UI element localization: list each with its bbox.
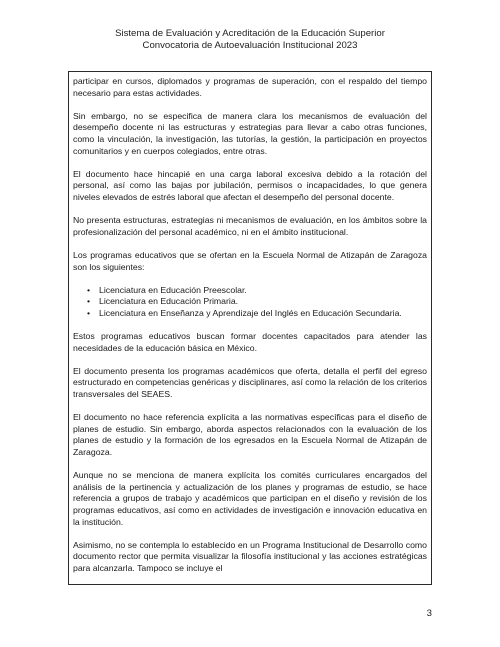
header-line-call: Convocatoria de Autoevaluación Institucional 2023 [142,40,358,51]
paragraph-committees: Aunque no se menciona de manera explícita los comités curriculares encargados del análisis de la pertinencia y actualización de los planes y programas de estudio, se hace referencia a grupos de trabajo y académicos que participan en el diseño y revisión de los programas educativos, así como en actividades de investigación e innovación educativa en la institución. [73,470,427,527]
paragraph-academic-programs: El documento presenta los programas académicos que oferta, detalla el perfil del egreso estructurado en competencias genéricas y disciplinares, así como la relación de los criterios transversales del SEAES. [73,365,427,400]
paragraph-institutional-program: Asimismo, no se contempla lo establecido en un Programa Institucional de Desarrollo como documento rector que permita visualizar la filosofía institucional y las acciones estratégicas para alcanzarla. Tampoco se incluye el [73,539,427,573]
paragraph-professionalization: No presenta estructuras, estrategias ni mecanismos de evaluación, en los ámbitos sobre la profesionalización del personal académico, ni en el ámbito institucional. [73,215,427,237]
program-preescolar: Licenciatura en Educación Preescolar. [99,284,247,295]
programs-list [73,285,427,320]
list-item [87,284,427,297]
body-text [73,76,427,585]
paragraph-workload: El documento hace hincapié en una carga laboral excesiva debido a la rotación del personal, así como las bajas por jubilación, permisos o incapacidades, lo que genera niveles elevados de estrés laboral que afectan el desempeño del personal docente. [73,168,427,202]
program-ingles: Licenciatura en Enseñanza y Aprendizaje del Inglés en Educación Secundaria. [99,307,402,318]
content-frame [68,71,432,585]
paragraph-regulations: El documento no hace referencia explícita a las normativas específicas para el diseño de planes de estudio. Sin embargo, aborda aspectos relacionados con la evaluación de los planes de estudio y la formación de los egresados en la Escuela Normal de Atizapán de Zaragoza. [73,412,427,457]
page-number: 3 [426,608,432,619]
list-item [87,296,427,308]
document-header [0,28,500,52]
paragraph-programs-intro: Los programas educativos que se ofertan en la Escuela Normal de Atizapán de Zaragoza son los siguientes: [73,249,427,272]
paragraph-programs-purpose: Estos programas educativos buscan formar docentes capacitados para atender las necesidades de la educación básica en México. [73,331,427,353]
bullet-icon: • [87,307,91,318]
paragraph-continuation: participar en cursos, diplomados y programas de superación, con el respaldo del tiempo necesario para estas actividades. [73,76,427,98]
paragraph-evaluation-mechanisms: Sin embargo, no se especifica de manera clara los mecanismos de evaluación del desempeño docente ni las estructuras y estrategias para llevar a cabo otras funciones, como la vinculación, la investigación, las tutorías, la gestión, la participación en proyectos comunitarios y en cuerpos colegiados, entre otras. [73,110,427,156]
header-line-system: Sistema de Evaluación y Acreditación de la Educación Superior [115,28,385,39]
list-item [87,307,427,320]
bullet-icon: • [87,296,91,307]
bullet-icon: • [87,284,91,295]
program-primaria: Licenciatura en Educación Primaria. [99,296,239,307]
